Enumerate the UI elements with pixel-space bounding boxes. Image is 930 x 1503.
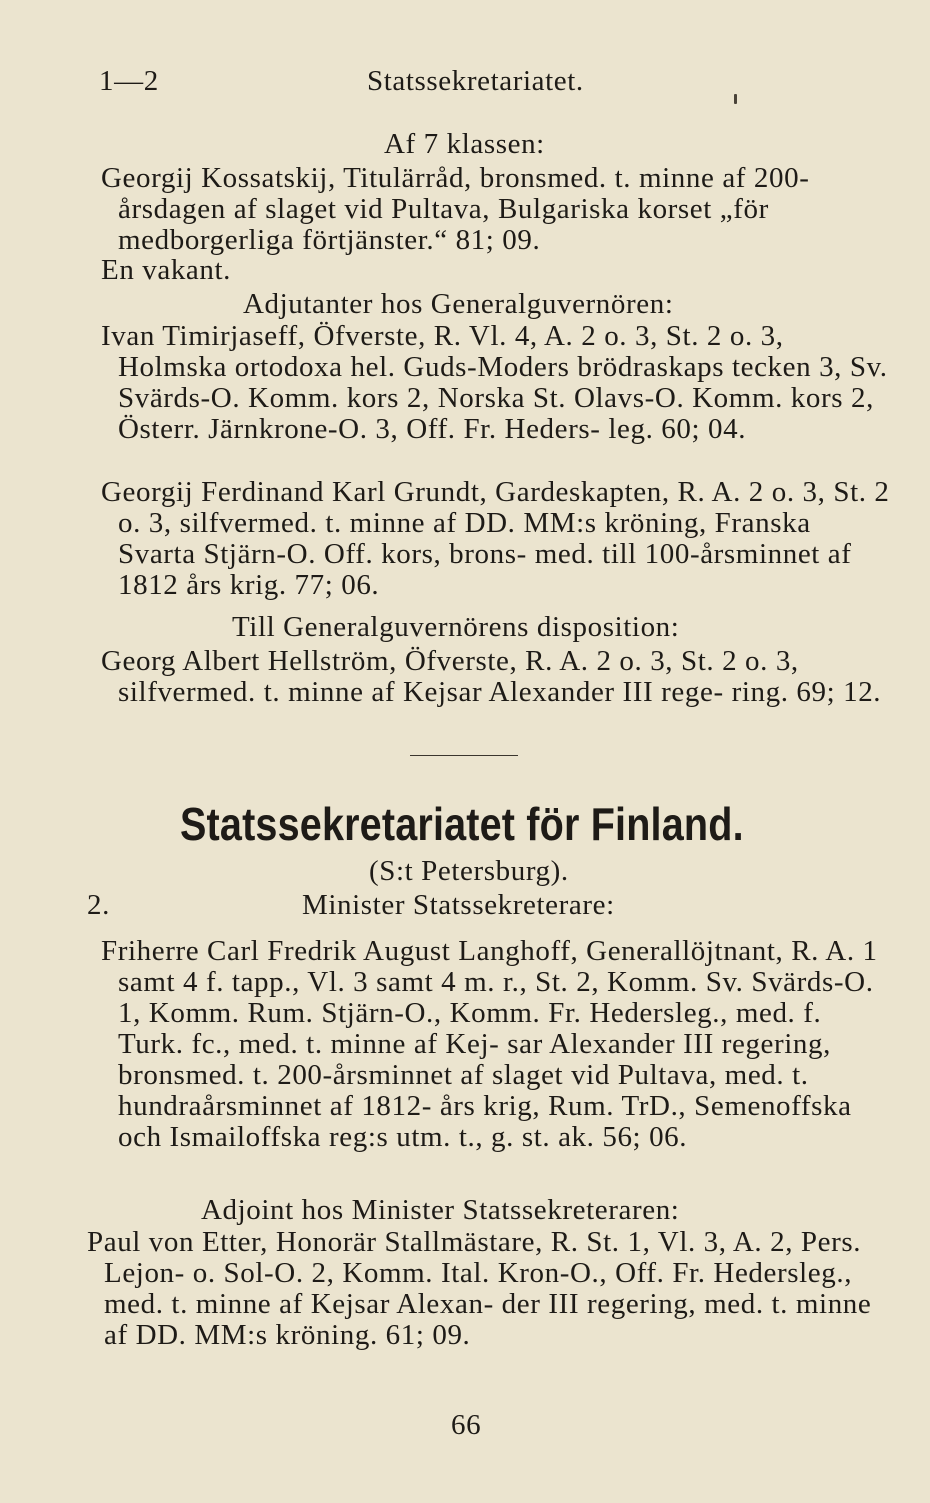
disposition-entry-hellstrom: Georg Albert Hellström, Öfverste, R. A. 2 o. 3, St. 2 o. 3, silfvermed. t. minne af Kejsar Alexander III rege- ring. 69; 12. [101,645,882,708]
adjutant-entry-grundt: Georgij Ferdinand Karl Grundt, Gardeskapten, R. A. 2 o. 3, St. 2 o. 3, silfvermed. t. minne af DD. MM:s kröning, Franska Svarta Stjärn-O. Off. kors, brons- med. till 100-årsminnet af 1812 års krig. 77; 06. [101,476,890,601]
page-range: 1—2 [99,65,159,97]
adjutants-heading: Adjutanter hos Generalguvernören: [243,288,674,320]
class7-entry-kossatskij: Georgij Kossatskij, Titulärråd, bronsmed. t. minne af 200- årsdagen af slaget vid Pultava, Bulgariska korset „för medborgerliga förtjänster.“ 81; 09. [101,162,810,256]
running-title: Statssekretariatet. [367,65,584,97]
minister-entry-langhoff: Friherre Carl Fredrik August Langhoff, Generallöjtnant, R. A. 1 samt 4 f. tapp., Vl. 3 samt 4 m. r., St. 2, Komm. Sv. Svärds-O. 1, Komm. Rum. Stjärn-O., Komm. Fr. Hedersleg., med. f. Turk. fc., med. t. minne af Kej- sar Alexander III regering, bronsmed. t. 200-årsminnet af slaget vid Pultava, med. t. hundraårsminnet af 1812- års krig, Rum. TrD., Semenoffska och Ismailoffska reg:s utm. t., g. st. ak. 56; 06. [101,935,878,1153]
class7-heading: Af 7 klassen: [384,128,545,160]
adjoint-heading: Adjoint hos Minister Statssekreteraren: [201,1194,680,1226]
minister-heading: Minister Statssekreterare: [302,889,615,921]
disposition-heading: Till Generalguvernörens disposition: [232,611,680,643]
adjoint-entry-etter: Paul von Etter, Honorär Stallmästare, R. St. 1, Vl. 3, A. 2, Pers. Lejon- o. Sol-O. 2, Komm. Ital. Kron-O., Off. Fr. Hedersleg., med. t. minne af Kejsar Alexan- der III regering, med. t. minne af DD. MM:s kröning. 61; 09. [87,1226,872,1351]
section-title: Statssekretariatet för Finland. [180,798,744,850]
adjutant-entry-timirjaseff: Ivan Timirjaseff, Öfverste, R. Vl. 4, A. 2 o. 3, St. 2 o. 3, Holmska ortodoxa hel. Guds-Moders brödraskaps tecken 3, Sv. Svärds-O. Komm. kors 2, Norska St. Olavs-O. Komm. kors 2, Österr. Järnkrone-O. 3, Off. Fr. Heders- leg. 60; 04. [101,320,888,445]
page-number: 66 [451,1409,482,1441]
section-location: (S:t Petersburg). [369,855,569,887]
section-divider [410,755,518,756]
ink-speck [734,94,737,104]
section-number: 2. [87,889,110,921]
class7-entry-vacant: En vakant. [101,254,232,286]
